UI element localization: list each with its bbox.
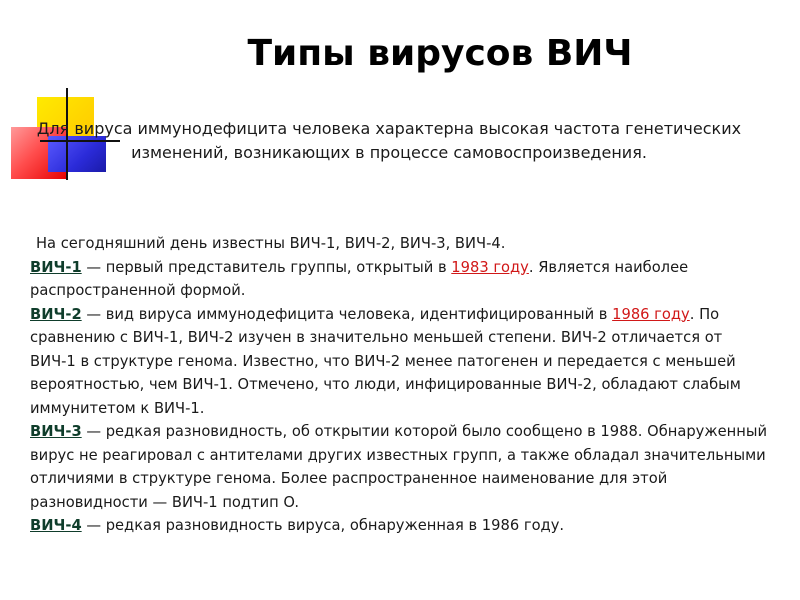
- hiv1-text-before: — первый представитель группы, открытый в: [81, 258, 452, 276]
- body-text: [30, 232, 772, 538]
- hiv1-text-after: . Является наиболее распространенной формой.: [30, 258, 689, 299]
- link-1983[interactable]: 1983 году: [451, 258, 529, 276]
- paragraph-hiv3: [30, 420, 772, 514]
- hiv4-text: — редкая разновидность вируса, обнаруженная в 1986 году.: [81, 517, 565, 534]
- term-hiv2: ВИЧ-2: [30, 305, 82, 323]
- term-hiv4: ВИЧ-4: [30, 517, 82, 534]
- term-hiv3: ВИЧ-3: [30, 423, 82, 440]
- slide-title: Типы вирусов ВИЧ: [247, 33, 633, 74]
- paragraph-hiv4: [30, 514, 772, 538]
- hiv2-text-before: — вид вируса иммунодефицита человека, идентифицированный в: [81, 305, 613, 323]
- paragraph-hiv1: [30, 256, 772, 303]
- term-hiv1: ВИЧ-1: [30, 258, 82, 276]
- paragraph-hiv2: [30, 303, 772, 421]
- hiv2-text-after: . По сравнению с ВИЧ-1, ВИЧ-2 изучен в значительно меньшей степени. ВИЧ-2 отличается от ВИЧ-1 в структуре генома. Известно, что ВИЧ-2 менее патогенен и передается с меньшей вероятностью, чем ВИЧ-1. Отмечено, что люди, инфицированные ВИЧ-2, обладают слабым иммунитетом к ВИЧ-1.: [30, 305, 741, 417]
- hiv3-text: — редкая разновидность, об открытии которой было сообщено в 1988. Обнаруженный вирус не реагировал с антителами других известных групп, а также обладал значительными отличиями в структуре генома. Более распространенное наименование для этой разновидности — ВИЧ-1 подтип O.: [30, 423, 767, 511]
- lead-sentence: На сегодняшний день известны ВИЧ-1, ВИЧ-2, ВИЧ-3, ВИЧ-4.: [36, 235, 506, 252]
- intro-paragraph: Для вируса иммунодефицита человека характерна высокая частота генетических изменений, возникающих в процессе самовоспроизведения.: [36, 119, 742, 162]
- link-1986[interactable]: 1986 году: [612, 305, 690, 323]
